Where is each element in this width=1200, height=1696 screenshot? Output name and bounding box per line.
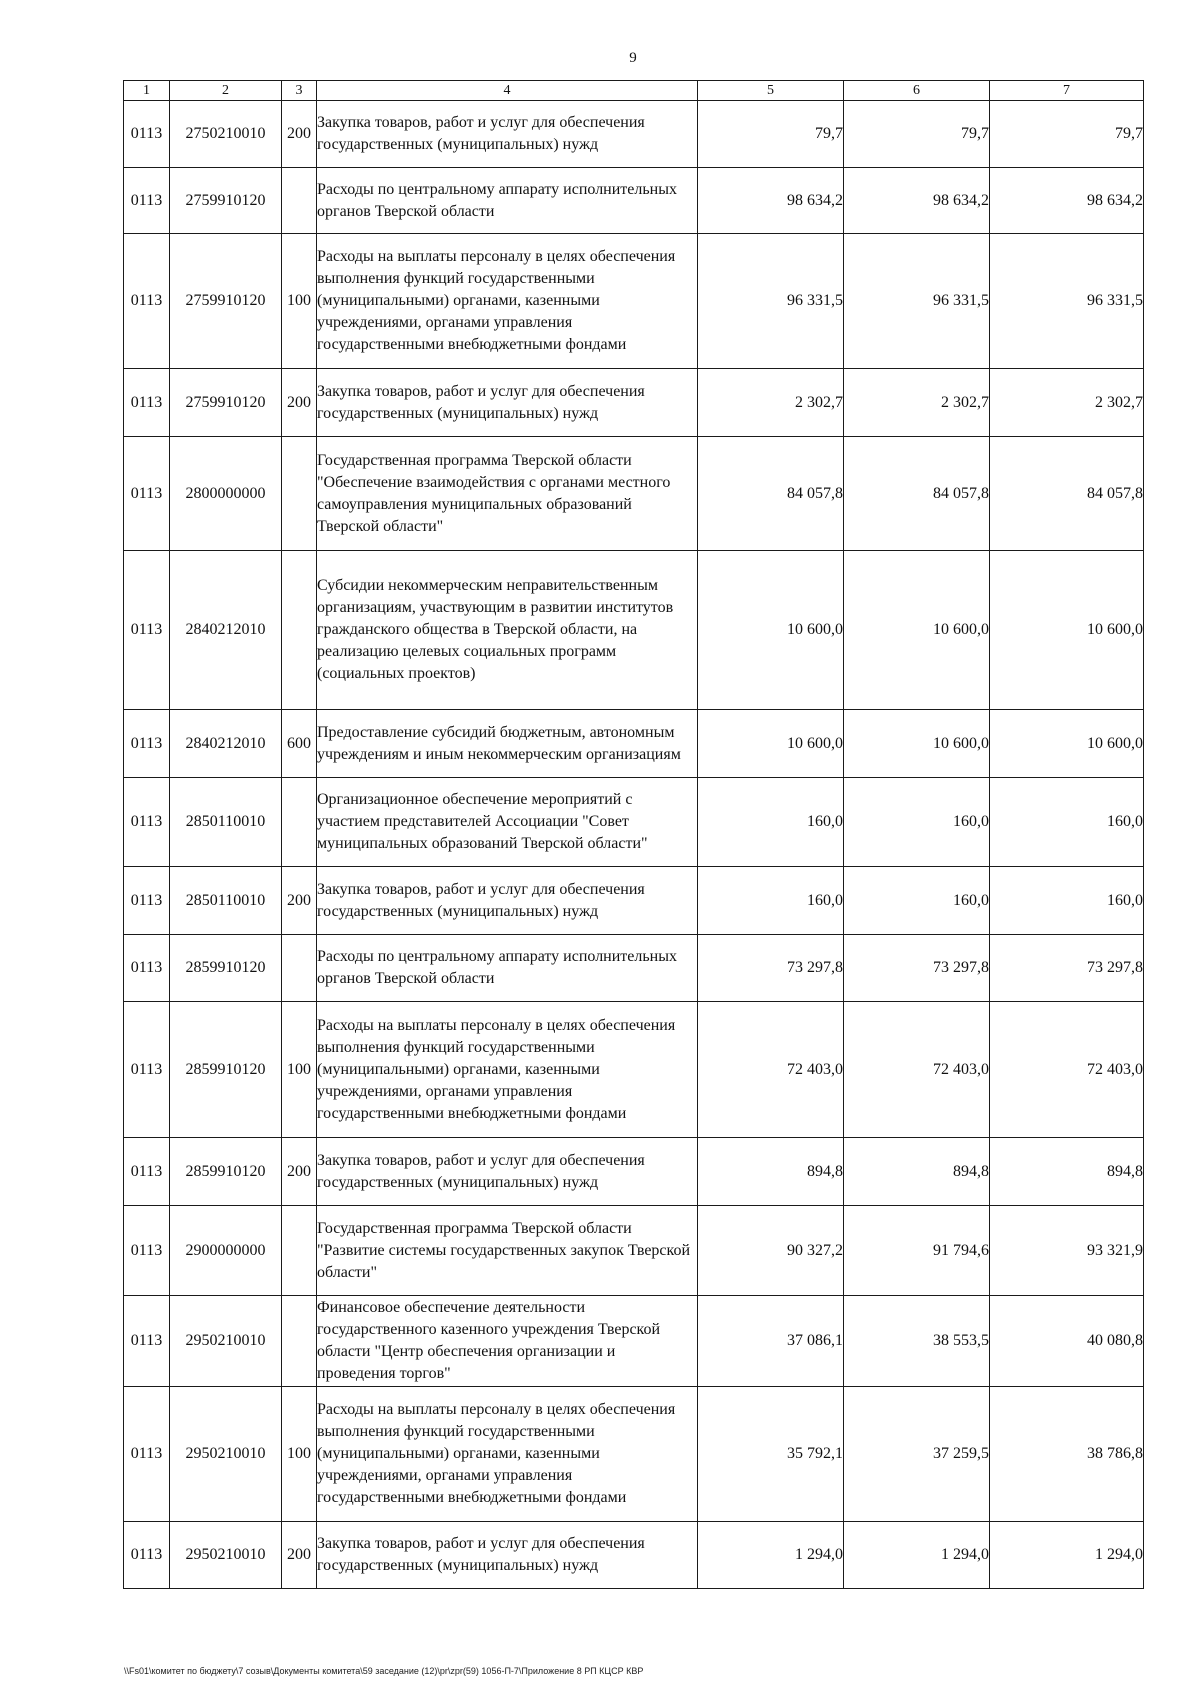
table-row bbox=[124, 935, 1144, 1002]
header-cell-2: 2 bbox=[170, 81, 282, 101]
amount-col7-cell: 93 321,9 bbox=[990, 1206, 1144, 1296]
expense-type-code-cell: 600 bbox=[282, 710, 317, 778]
section-code-cell: 0113 bbox=[124, 1206, 170, 1296]
table-row bbox=[124, 551, 1144, 710]
amount-col7-cell: 160,0 bbox=[990, 867, 1144, 935]
amount-col6-cell: 10 600,0 bbox=[844, 551, 990, 710]
amount-col5-cell: 90 327,2 bbox=[698, 1206, 844, 1296]
target-article-code-cell: 2840212010 bbox=[170, 551, 282, 710]
description-cell: Финансовое обеспечение деятельности государственного казенного учреждения Тверской области "Центр обеспечения организации и проведения торгов" bbox=[317, 1296, 698, 1387]
amount-col5-cell: 96 331,5 bbox=[698, 234, 844, 369]
table-row bbox=[124, 1138, 1144, 1206]
amount-col6-cell: 894,8 bbox=[844, 1138, 990, 1206]
expense-type-code-cell bbox=[282, 1206, 317, 1296]
amount-col6-cell: 72 403,0 bbox=[844, 1002, 990, 1138]
section-code-cell: 0113 bbox=[124, 1002, 170, 1138]
amount-col5-cell: 160,0 bbox=[698, 778, 844, 867]
amount-col7-cell: 96 331,5 bbox=[990, 234, 1144, 369]
header-cell-6: 6 bbox=[844, 81, 990, 101]
section-code-cell: 0113 bbox=[124, 551, 170, 710]
header-cell-4: 4 bbox=[317, 81, 698, 101]
target-article-code-cell: 2750210010 bbox=[170, 101, 282, 168]
description-cell: Закупка товаров, работ и услуг для обеспечения государственных (муниципальных) нужд bbox=[317, 1522, 698, 1589]
amount-col5-cell: 160,0 bbox=[698, 867, 844, 935]
amount-col5-cell: 894,8 bbox=[698, 1138, 844, 1206]
target-article-code-cell: 2759910120 bbox=[170, 234, 282, 369]
amount-col7-cell: 894,8 bbox=[990, 1138, 1144, 1206]
expense-type-code-cell: 200 bbox=[282, 1138, 317, 1206]
target-article-code-cell: 2800000000 bbox=[170, 437, 282, 551]
page-number: 9 bbox=[629, 50, 637, 66]
description-cell: Государственная программа Тверской области "Обеспечение взаимодействия с органами местного самоуправления муниципальных образований Тверской области" bbox=[317, 437, 698, 551]
amount-col6-cell: 10 600,0 bbox=[844, 710, 990, 778]
amount-col6-cell: 37 259,5 bbox=[844, 1387, 990, 1522]
section-code-cell: 0113 bbox=[124, 437, 170, 551]
table-body bbox=[124, 101, 1144, 1589]
budget-table bbox=[123, 80, 1144, 1589]
amount-col5-cell: 79,7 bbox=[698, 101, 844, 168]
section-code-cell: 0113 bbox=[124, 1387, 170, 1522]
target-article-code-cell: 2859910120 bbox=[170, 1138, 282, 1206]
amount-col7-cell: 73 297,8 bbox=[990, 935, 1144, 1002]
amount-col6-cell: 79,7 bbox=[844, 101, 990, 168]
section-code-cell: 0113 bbox=[124, 1522, 170, 1589]
amount-col6-cell: 98 634,2 bbox=[844, 168, 990, 234]
amount-col7-cell: 1 294,0 bbox=[990, 1522, 1144, 1589]
header-cell-1: 1 bbox=[124, 81, 170, 101]
description-cell: Закупка товаров, работ и услуг для обеспечения государственных (муниципальных) нужд bbox=[317, 101, 698, 168]
amount-col7-cell: 10 600,0 bbox=[990, 551, 1144, 710]
header-cell-7: 7 bbox=[990, 81, 1144, 101]
section-code-cell: 0113 bbox=[124, 778, 170, 867]
header-cell-3: 3 bbox=[282, 81, 317, 101]
amount-col5-cell: 72 403,0 bbox=[698, 1002, 844, 1138]
expense-type-code-cell: 100 bbox=[282, 234, 317, 369]
table-row bbox=[124, 710, 1144, 778]
section-code-cell: 0113 bbox=[124, 1296, 170, 1387]
table-row bbox=[124, 437, 1144, 551]
amount-col6-cell: 91 794,6 bbox=[844, 1206, 990, 1296]
amount-col7-cell: 40 080,8 bbox=[990, 1296, 1144, 1387]
amount-col7-cell: 2 302,7 bbox=[990, 369, 1144, 437]
expense-type-code-cell bbox=[282, 551, 317, 710]
description-cell: Расходы на выплаты персоналу в целях обеспечения выполнения функций государственными (муниципальными) органами, казенными учреждениями, органами управления государственными внебюджетными фондами bbox=[317, 1387, 698, 1522]
target-article-code-cell: 2840212010 bbox=[170, 710, 282, 778]
header-row bbox=[124, 81, 1144, 101]
amount-col5-cell: 37 086,1 bbox=[698, 1296, 844, 1387]
description-cell: Организационное обеспечение мероприятий с участием представителей Ассоциации "Совет муниципальных образований Тверской области" bbox=[317, 778, 698, 867]
amount-col6-cell: 96 331,5 bbox=[844, 234, 990, 369]
description-cell: Расходы по центральному аппарату исполнительных органов Тверской области bbox=[317, 168, 698, 234]
amount-col7-cell: 98 634,2 bbox=[990, 168, 1144, 234]
section-code-cell: 0113 bbox=[124, 369, 170, 437]
expense-type-code-cell: 200 bbox=[282, 369, 317, 437]
amount-col7-cell: 38 786,8 bbox=[990, 1387, 1144, 1522]
amount-col5-cell: 73 297,8 bbox=[698, 935, 844, 1002]
expense-type-code-cell: 100 bbox=[282, 1387, 317, 1522]
section-code-cell: 0113 bbox=[124, 168, 170, 234]
table-row bbox=[124, 1296, 1144, 1387]
target-article-code-cell: 2850110010 bbox=[170, 867, 282, 935]
amount-col7-cell: 72 403,0 bbox=[990, 1002, 1144, 1138]
expense-type-code-cell bbox=[282, 935, 317, 1002]
expense-type-code-cell: 100 bbox=[282, 1002, 317, 1138]
amount-col5-cell: 10 600,0 bbox=[698, 710, 844, 778]
header-cell-5: 5 bbox=[698, 81, 844, 101]
amount-col5-cell: 10 600,0 bbox=[698, 551, 844, 710]
table-row bbox=[124, 234, 1144, 369]
expense-type-code-cell bbox=[282, 778, 317, 867]
target-article-code-cell: 2859910120 bbox=[170, 1002, 282, 1138]
amount-col6-cell: 73 297,8 bbox=[844, 935, 990, 1002]
amount-col5-cell: 98 634,2 bbox=[698, 168, 844, 234]
target-article-code-cell: 2759910120 bbox=[170, 369, 282, 437]
description-cell: Закупка товаров, работ и услуг для обеспечения государственных (муниципальных) нужд bbox=[317, 867, 698, 935]
table-row bbox=[124, 101, 1144, 168]
expense-type-code-cell bbox=[282, 168, 317, 234]
footer-file-path: \\Fs01\комитет по бюджету\7 созыв\Документы комитета\59 заседание (12)\pr\zpr(59) 1056-П-7\Приложение 8 РП КЦСР КВР bbox=[124, 1666, 644, 1676]
table-row bbox=[124, 369, 1144, 437]
description-cell: Расходы на выплаты персоналу в целях обеспечения выполнения функций государственными (муниципальными) органами, казенными учреждениями, органами управления государственными внебюджетными фондами bbox=[317, 1002, 698, 1138]
amount-col5-cell: 35 792,1 bbox=[698, 1387, 844, 1522]
section-code-cell: 0113 bbox=[124, 867, 170, 935]
amount-col7-cell: 10 600,0 bbox=[990, 710, 1144, 778]
expense-type-code-cell: 200 bbox=[282, 1522, 317, 1589]
amount-col7-cell: 84 057,8 bbox=[990, 437, 1144, 551]
table-row bbox=[124, 168, 1144, 234]
section-code-cell: 0113 bbox=[124, 935, 170, 1002]
target-article-code-cell: 2950210010 bbox=[170, 1522, 282, 1589]
description-cell: Расходы на выплаты персоналу в целях обеспечения выполнения функций государственными (муниципальными) органами, казенными учреждениями, органами управления государственными внебюджетными фондами bbox=[317, 234, 698, 369]
amount-col5-cell: 1 294,0 bbox=[698, 1522, 844, 1589]
table-row bbox=[124, 1387, 1144, 1522]
expense-type-code-cell: 200 bbox=[282, 867, 317, 935]
table-row bbox=[124, 1206, 1144, 1296]
expense-type-code-cell bbox=[282, 1296, 317, 1387]
target-article-code-cell: 2859910120 bbox=[170, 935, 282, 1002]
amount-col6-cell: 84 057,8 bbox=[844, 437, 990, 551]
table-row bbox=[124, 867, 1144, 935]
amount-col7-cell: 79,7 bbox=[990, 101, 1144, 168]
expense-type-code-cell bbox=[282, 437, 317, 551]
table-row bbox=[124, 778, 1144, 867]
expense-type-code-cell: 200 bbox=[282, 101, 317, 168]
target-article-code-cell: 2850110010 bbox=[170, 778, 282, 867]
table-header bbox=[124, 81, 1144, 101]
description-cell: Субсидии некоммерческим неправительственным организациям, участвующим в развитии институтов гражданского общества в Тверской области, на реализацию целевых социальных программ (социальных проектов) bbox=[317, 551, 698, 710]
target-article-code-cell: 2950210010 bbox=[170, 1387, 282, 1522]
target-article-code-cell: 2759910120 bbox=[170, 168, 282, 234]
section-code-cell: 0113 bbox=[124, 234, 170, 369]
amount-col6-cell: 160,0 bbox=[844, 778, 990, 867]
description-cell: Закупка товаров, работ и услуг для обеспечения государственных (муниципальных) нужд bbox=[317, 1138, 698, 1206]
description-cell: Расходы по центральному аппарату исполнительных органов Тверской области bbox=[317, 935, 698, 1002]
table-row bbox=[124, 1522, 1144, 1589]
table-row bbox=[124, 1002, 1144, 1138]
amount-col6-cell: 38 553,5 bbox=[844, 1296, 990, 1387]
target-article-code-cell: 2900000000 bbox=[170, 1206, 282, 1296]
target-article-code-cell: 2950210010 bbox=[170, 1296, 282, 1387]
description-cell: Государственная программа Тверской области "Развитие системы государственных закупок Тверской области" bbox=[317, 1206, 698, 1296]
amount-col5-cell: 84 057,8 bbox=[698, 437, 844, 551]
amount-col6-cell: 2 302,7 bbox=[844, 369, 990, 437]
amount-col6-cell: 160,0 bbox=[844, 867, 990, 935]
amount-col5-cell: 2 302,7 bbox=[698, 369, 844, 437]
amount-col6-cell: 1 294,0 bbox=[844, 1522, 990, 1589]
section-code-cell: 0113 bbox=[124, 101, 170, 168]
section-code-cell: 0113 bbox=[124, 710, 170, 778]
amount-col7-cell: 160,0 bbox=[990, 778, 1144, 867]
description-cell: Закупка товаров, работ и услуг для обеспечения государственных (муниципальных) нужд bbox=[317, 369, 698, 437]
section-code-cell: 0113 bbox=[124, 1138, 170, 1206]
description-cell: Предоставление субсидий бюджетным, автономным учреждениям и иным некоммерческим организациям bbox=[317, 710, 698, 778]
